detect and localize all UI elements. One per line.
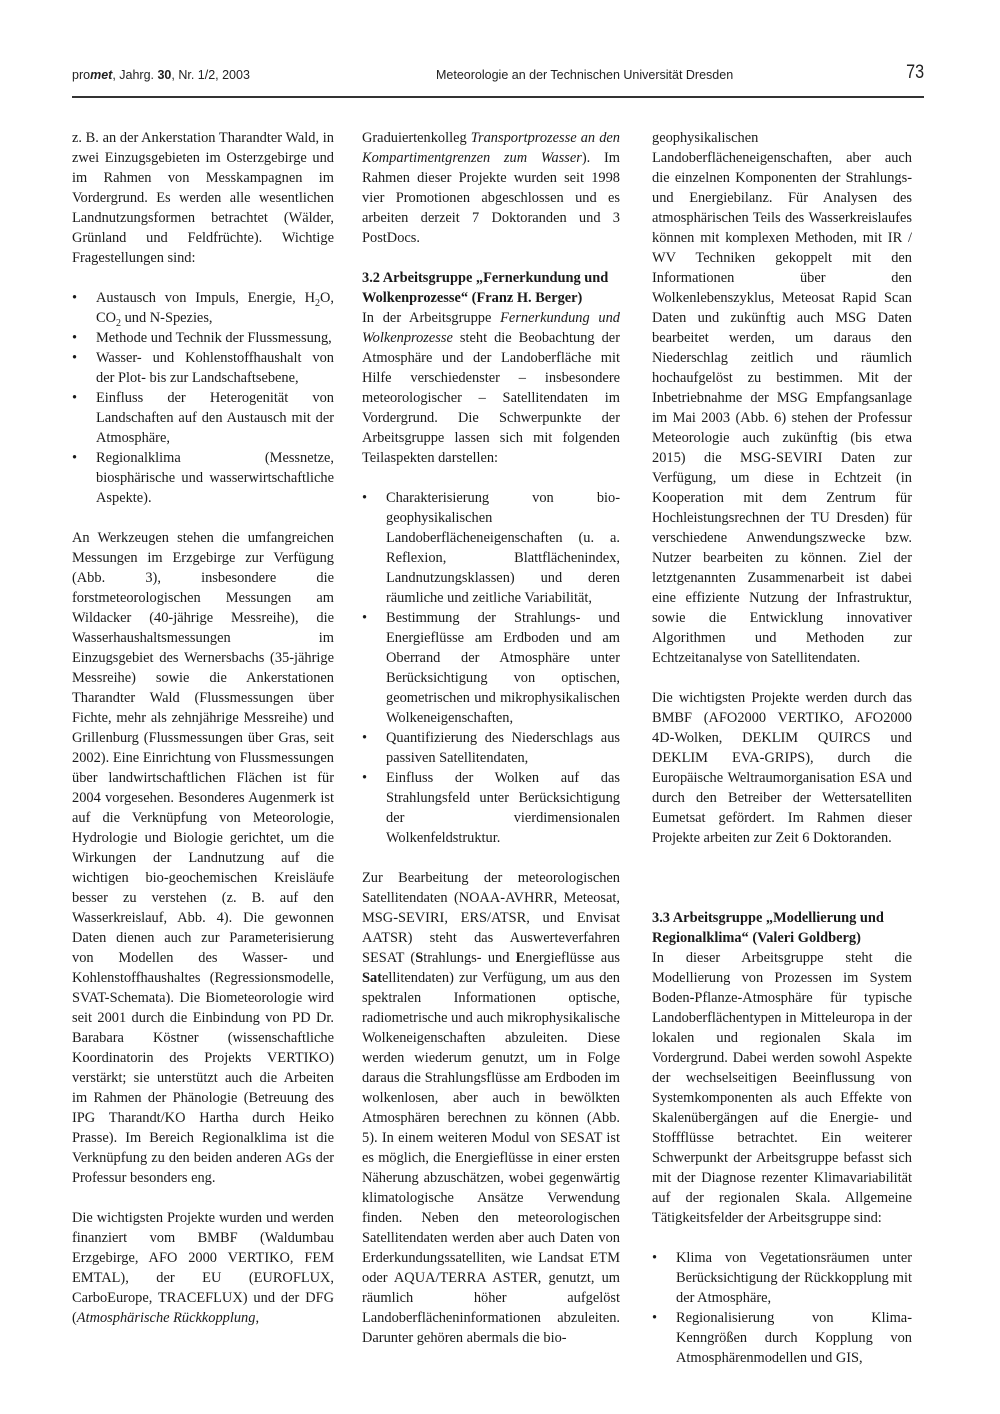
list-item: • Regionalklima (Messnetze, biosphärische und wasserwirtschaftliche Aspekte). xyxy=(72,450,334,506)
bullet-icon: • xyxy=(72,350,78,366)
list-item: • Einfluss der Wolken auf das Strahlungsfeld unter Berücksichtigung der vierdimensionalen Wolkenfeldstruktur. xyxy=(362,770,620,846)
column-middle xyxy=(362,128,620,1348)
bullet-list xyxy=(362,488,620,848)
section-heading-3-3: 3.3 Arbeitsgruppe „Modellierung und Regionalklima“ (Valeri Goldberg) xyxy=(652,910,884,946)
bullet-icon: • xyxy=(652,1250,658,1266)
bullet-icon: • xyxy=(72,390,78,406)
running-title: Meteorologie an der Technischen Universität Dresden xyxy=(436,68,734,82)
bullet-icon: • xyxy=(72,450,78,466)
list-item: • Austausch von Impuls, Energie, $H_2O$, $CO_2$ und N-Spezies, xyxy=(72,290,334,329)
bullet-icon: • xyxy=(362,770,368,786)
bullet-icon: • xyxy=(72,290,78,306)
paragraph: geophysikalischen Landoberflächeneigenschaften, aber auch die einzelnen Komponenten der Strahlungs- und Energiebilanz. Für Analysen des atmosphärischen Teils des Wasserkreislaufes können mit komplexen Methoden, mit IR / WV Techniken gekoppelt mit den Informationen über den Wolkenlebenszyklus, Meteosat Rapid Scan Daten und zukünftig auch MSG Daten bearbeitet werden, um daraus den Niederschlag zeitlich und räumlich hochaufgelöst zu bestimmen. Mit der Inbetriebnahme der MSG Empfangsanlage im Mai 2003 (Abb. 6) stehen der Professur Meteorologie auch zukünftig (bis etwa 2015) die MSG-SEVIRI Daten zur Verfügung, um diese in Echtzeit (in Kooperation mit dem Zentrum für Hochleistungsrechnen der TU Dresden) für verschiedene Anwendungszwecke bzw. Nutzer bearbeiten zu können. Ziel der letztgenannten Zusammenarbeit ist dabei eine effiziente Nutzung der Infrastruktur, sowie die Entwicklung innovativer Algorithmen und Methoden zur Echtzeitanalyse von Satellitendaten. xyxy=(652,130,912,666)
bullet-icon: • xyxy=(362,730,368,746)
paragraph: Die wichtigsten Projekte wurden und werden finanziert vom BMBF (Waldumbau Erzgebirge, AFO 2000 VERTIKO, FEM EMTAL), der EU (EUROFLUX, CarboEurope, TRACEFLUX) und der DFG (Atmosphärische Rückkopplung, xyxy=(72,1210,334,1326)
paragraph: z. B. an der Ankerstation Tharandter Wald, in zwei Einzugsgebieten im Osterzgebirge und im Rahmen von Messkampagnen im Vordergrund. Es werden alle wesentlichen Landnutzungsformen betrachtet (Wälder, Grünland und Feldfrüchte). Wichtige Fragestellungen sind: xyxy=(72,130,334,266)
list-item: • Klima von Vegetationsräumen unter Berücksichtigung der Rückkopplung mit der Atmosphäre, xyxy=(652,1250,912,1306)
paragraph: Zur Bearbeitung der meteorologischen Satellitendaten (NOAA-AVHRR, Meteosat, MSG-SEVIRI, ERS/ATSR, und Envisat AATSR) steht das Auswerteverfahren SESAT (Strahlungs- und Energieflüsse aus Satellitendaten) zur Verfügung, um aus den spektralen Informationen optische, radiometrische und auch mikrophysikalische Wolkeneigenschaften abzuleiten. Diese werden wiederum genutzt, um in Folge daraus die Strahlungsflüsse am Erdboden im wolkenlosen, aber auch in bewölkten Atmosphären berechnen zu können (Abb. 5). In einem weiteren Modul von SESAT ist es möglich, die Energieflüsse in einer ersten Näherung abzuschätzen, wobei gegenwärtig klimatologische Ansätze Verwendung finden. Neben den meteorologischen Satellitendaten werden aber auch Daten von Erderkundungssatelliten, wie Landsat ETM oder AQUA/TERRA ASTER, genutzt, um räumlich höher aufgelöst Landoberflächeninformationen abzuleiten. Darunter gehören abermals die bio- xyxy=(362,870,620,1346)
column-right xyxy=(652,128,912,1388)
page-number: 73 xyxy=(906,62,924,83)
bullet-icon: • xyxy=(652,1310,658,1326)
paragraph: Die wichtigsten Projekte werden durch das BMBF (AFO2000 VERTIKO, AFO2000 4D-Wolken, DEKLIM QUIRCS und DEKLIM EVA-GRIPS), durch die Europäische Weltraumorganisation ESA und durch den Betreiber der Wettersatelliten Eumetsat gefördert. Im Rahmen dieser Projekte arbeiten zur Zeit 6 Doktoranden. xyxy=(652,690,912,846)
paragraph: In dieser Arbeitsgruppe steht die Modellierung von Prozessen im System Boden-Pflanze-Atmosphäre für typische Landoberflächentypen in Mitteleuropa in der lokalen und regionalen Skala im Vordergrund. Dabei werden sowohl Aspekte der wechselseitigen Beeinflussung von Systemkomponenten als auch Effekte von Skalenübergängen auf die Energie- und Stoffflüsse betrachtet. Ein weiterer Schwerpunkt der Arbeitsgruppe befasst sich mit der Diagnose rezenter Klimavariabilität auf der regionalen Skala. Allgemeine Tätigkeitsfelder der Arbeitsgruppe sind: xyxy=(652,950,912,1226)
bullet-icon: • xyxy=(362,610,368,626)
paragraph: An Werkzeugen stehen die umfangreichen Messungen im Erzgebirge zur Verfügung (Abb. 3), insbesondere die forstmeteorologischen Messungen am Wildacker (40-jährige Messreihe), die Wasserhaushaltsmessungen im Einzugsgebiet des Wernersbachs (35-jährige Messreihe) sowie die Ankerstationen Tharandter Wald (Flussmessungen über Fichte, mehr als zehnjährige Messreihe) und Grillenburg (Flussmessungen über Gras, seit 2002). Eine Einrichtung von Flussmessungen über landwirtschaftlichen Flächen ist für 2004 vorgesehen. Besonderes Augenmerk ist auf die Verknüpfung von Meteorologie, Hydrologie und Biologie gerichtet, um die Wirkungen der Landnutzung auf die wichtigen bio-geochemischen Kreisläufe besser zu verstehen (z. B. auf den Wasserkreislauf, Abb. 4). Die gewonnen Daten dienen auch zur Parameterisierung von Modellen des Wasser- und Kohlenstoffhaushaltes (Regressionsmodelle, SVAT-Schemata). Die Biometeorologie wird seit 2001 durch die Einbindung von PD Dr. Barabara Köstner (wissenschaftliche Koordinatorin des Projekts VERTIKO) verstärkt; sie unterstützt auch die Arbeiten im Rahmen der Phänologie (Betreuung des IPG Tharandt/KO Hartha durch Heiko Prasse). Im Bereich Regionalklima ist die Verknüpfung zu den beiden anderen AGs der Professur besonders eng. xyxy=(72,530,334,1186)
column-left xyxy=(72,128,334,1328)
section-heading-3-2: 3.2 Arbeitsgruppe „Fernerkundung und Wolkenprozesse“ (Franz H. Berger) xyxy=(362,270,609,306)
section-spacer xyxy=(652,868,912,908)
list-item: • Quantifizierung des Niederschlags aus passiven Satellitendaten, xyxy=(362,730,620,766)
bullet-icon: • xyxy=(362,490,368,506)
running-header xyxy=(72,64,924,86)
list-item: • Charakterisierung von bio-geophysikalischen Landoberflächeneigenschaften (u. a. Reflexion, Blattflächenindex, Landnutzungsklassen) und deren räumliche und zeitliche Variabilität, xyxy=(362,490,620,606)
paragraph: In der Arbeitsgruppe Fernerkundung und Wolkenprozesse steht die Beobachtung der Atmosphäre und der Landoberfläche mit Hilfe verschiedenster – insbesondere meteorologischer – Satellitendaten im Vordergrund. Die Schwerpunkte der Arbeitsgruppe lassen sich mit folgenden Teilaspekten darstellen: xyxy=(362,310,620,466)
paragraph: Graduiertenkolleg Transportprozesse an den Kompartimentgrenzen zum Wasser). Im Rahmen dieser Projekte wurden seit 1998 vier Promotionen abgeschlossen und es arbeiten derzeit 7 Doktoranden und 3 PostDocs. xyxy=(362,130,620,246)
list-item: • Einfluss der Heterogenität von Landschaften auf den Austausch mit der Atmosphäre, xyxy=(72,390,334,446)
list-item: • Regionalisierung von Klima-Kenngrößen durch Kopplung von Atmosphärenmodellen und GIS, xyxy=(652,1310,912,1366)
journal-citation: promet, Jahrg. 30, Nr. 1/2, 2003 xyxy=(72,68,250,82)
list-item: • Bestimmung der Strahlungs- und Energieflüsse am Erdboden und am Oberrand der Atmosphäre unter Berücksichtigung von optischen, geometrischen und mikrophysikalischen Wolkeneigenschaften, xyxy=(362,610,620,726)
bullet-icon: • xyxy=(72,330,78,346)
list-item: • Methode und Technik der Flussmessung, xyxy=(72,330,332,346)
bullet-list xyxy=(652,1248,912,1368)
header-rule xyxy=(72,96,924,98)
bullet-list xyxy=(72,288,334,508)
list-item: • Wasser- und Kohlenstoffhaushalt von der Plot- bis zur Landschaftsebene, xyxy=(72,350,334,386)
